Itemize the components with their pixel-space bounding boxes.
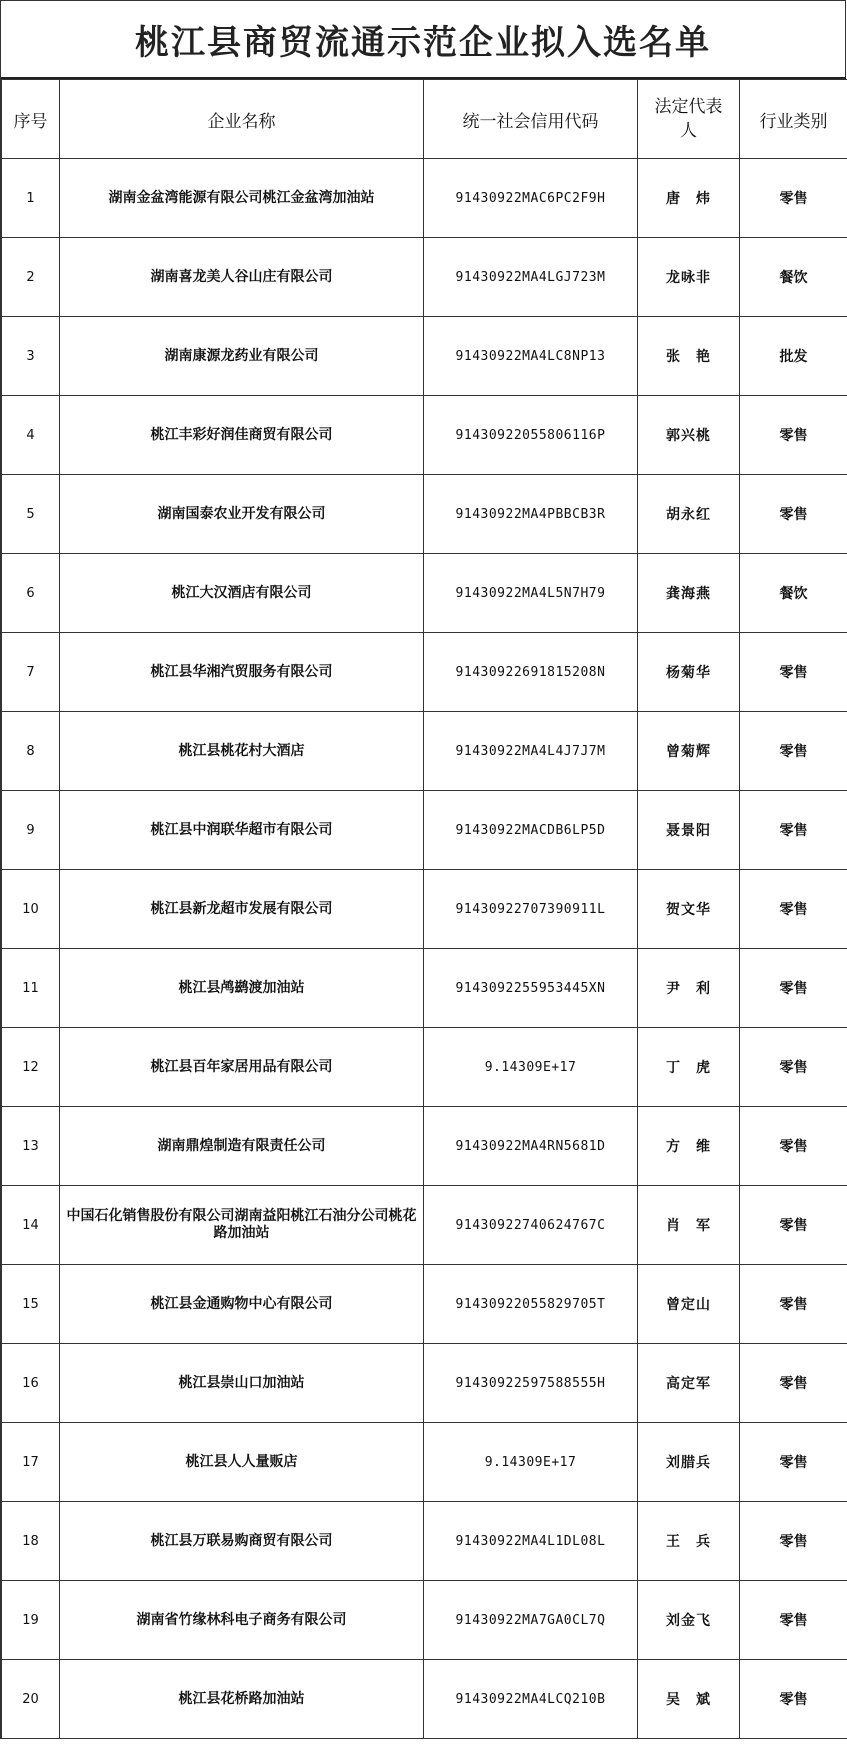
- row-category: 零售: [740, 1107, 847, 1186]
- row-category: 零售: [740, 712, 847, 791]
- row-credit-code: 91430922MA4L4J7J7M: [424, 712, 638, 791]
- row-credit-code: 91430922MA4L1DL08L: [424, 1502, 638, 1581]
- row-index: 9: [2, 791, 60, 870]
- row-index: 8: [2, 712, 60, 791]
- row-category: 零售: [740, 791, 847, 870]
- row-category: 零售: [740, 1660, 847, 1739]
- row-index: 4: [2, 396, 60, 475]
- row-credit-code: 91430922MAC6PC2F9H: [424, 159, 638, 238]
- row-credit-code: 91430922740624767C: [424, 1186, 638, 1265]
- row-index: 15: [2, 1265, 60, 1344]
- table-row: [2, 1660, 847, 1739]
- row-enterprise-name: 桃江县人人量贩店: [60, 1423, 424, 1502]
- row-category: 零售: [740, 633, 847, 712]
- row-enterprise-name: 湖南金盆湾能源有限公司桃江金盆湾加油站: [60, 159, 424, 238]
- table-row: [2, 1423, 847, 1502]
- row-category: 零售: [740, 1265, 847, 1344]
- row-credit-code: 91430922MA4RN5681D: [424, 1107, 638, 1186]
- row-index: 10: [2, 870, 60, 949]
- table-row: [2, 1581, 847, 1660]
- row-category: 零售: [740, 1344, 847, 1423]
- row-category: 零售: [740, 949, 847, 1028]
- header-code: 统一社会信用代码: [424, 80, 638, 159]
- row-credit-code: 9143092255953445XN: [424, 949, 638, 1028]
- row-index: 13: [2, 1107, 60, 1186]
- row-credit-code: 9.14309E+17: [424, 1028, 638, 1107]
- table-row: [2, 1107, 847, 1186]
- row-legal-rep: 吴 斌: [638, 1660, 740, 1739]
- row-legal-rep: 曾菊辉: [638, 712, 740, 791]
- table-body: [2, 159, 847, 1739]
- row-credit-code: 91430922MA4PBBCB3R: [424, 475, 638, 554]
- row-credit-code: 91430922691815208N: [424, 633, 638, 712]
- row-category: 零售: [740, 1186, 847, 1265]
- table-row: [2, 949, 847, 1028]
- table-row: [2, 475, 847, 554]
- row-index: 7: [2, 633, 60, 712]
- table-row: [2, 238, 847, 317]
- row-index: 14: [2, 1186, 60, 1265]
- row-enterprise-name: 桃江县中润联华超市有限公司: [60, 791, 424, 870]
- enterprise-table: [1, 79, 847, 1739]
- row-credit-code: 91430922MA7GA0CL7Q: [424, 1581, 638, 1660]
- row-enterprise-name: 桃江县花桥路加油站: [60, 1660, 424, 1739]
- row-legal-rep: 聂景阳: [638, 791, 740, 870]
- row-enterprise-name: 湖南鼎煌制造有限责任公司: [60, 1107, 424, 1186]
- row-category: 零售: [740, 159, 847, 238]
- table-header-row: [2, 80, 847, 159]
- row-index: 12: [2, 1028, 60, 1107]
- row-legal-rep: 郭兴桃: [638, 396, 740, 475]
- table-row: [2, 712, 847, 791]
- row-enterprise-name: 中国石化销售股份有限公司湖南益阳桃江石油分公司桃花路加油站: [60, 1186, 424, 1265]
- row-index: 11: [2, 949, 60, 1028]
- row-category: 餐饮: [740, 238, 847, 317]
- row-enterprise-name: 桃江县百年家居用品有限公司: [60, 1028, 424, 1107]
- row-category: 零售: [740, 475, 847, 554]
- table-row: [2, 633, 847, 712]
- row-credit-code: 91430922MACDB6LP5D: [424, 791, 638, 870]
- row-category: 餐饮: [740, 554, 847, 633]
- table-row: [2, 554, 847, 633]
- row-credit-code: 91430922MA4LC8NP13: [424, 317, 638, 396]
- table-row: [2, 1344, 847, 1423]
- row-category: 零售: [740, 870, 847, 949]
- row-credit-code: 91430922055806116P: [424, 396, 638, 475]
- row-index: 16: [2, 1344, 60, 1423]
- row-legal-rep: 肖 军: [638, 1186, 740, 1265]
- row-enterprise-name: 桃江县崇山口加油站: [60, 1344, 424, 1423]
- table-row: [2, 1186, 847, 1265]
- row-legal-rep: 龚海燕: [638, 554, 740, 633]
- row-index: 6: [2, 554, 60, 633]
- header-index: 序号: [2, 80, 60, 159]
- table-row: [2, 1028, 847, 1107]
- row-credit-code: 91430922055829705T: [424, 1265, 638, 1344]
- row-legal-rep: 高定军: [638, 1344, 740, 1423]
- row-category: 零售: [740, 1502, 847, 1581]
- header-name: 企业名称: [60, 80, 424, 159]
- row-legal-rep: 杨菊华: [638, 633, 740, 712]
- row-legal-rep: 贺文华: [638, 870, 740, 949]
- row-enterprise-name: 桃江县金通购物中心有限公司: [60, 1265, 424, 1344]
- row-enterprise-name: 桃江县新龙超市发展有限公司: [60, 870, 424, 949]
- row-legal-rep: 方 维: [638, 1107, 740, 1186]
- row-index: 20: [2, 1660, 60, 1739]
- row-legal-rep: 张 艳: [638, 317, 740, 396]
- row-credit-code: 9.14309E+17: [424, 1423, 638, 1502]
- table-row: [2, 1265, 847, 1344]
- row-enterprise-name: 湖南喜龙美人谷山庄有限公司: [60, 238, 424, 317]
- row-legal-rep: 丁 虎: [638, 1028, 740, 1107]
- row-legal-rep: 曾定山: [638, 1265, 740, 1344]
- row-index: 3: [2, 317, 60, 396]
- table-row: [2, 1502, 847, 1581]
- table-row: [2, 870, 847, 949]
- row-legal-rep: 刘腊兵: [638, 1423, 740, 1502]
- row-legal-rep: 龙咏非: [638, 238, 740, 317]
- row-credit-code: 91430922597588555H: [424, 1344, 638, 1423]
- row-credit-code: 91430922MA4LCQ210B: [424, 1660, 638, 1739]
- row-index: 1: [2, 159, 60, 238]
- row-enterprise-name: 湖南康源龙药业有限公司: [60, 317, 424, 396]
- row-enterprise-name: 湖南国泰农业开发有限公司: [60, 475, 424, 554]
- row-enterprise-name: 湖南省竹缘林科电子商务有限公司: [60, 1581, 424, 1660]
- row-legal-rep: 唐 炜: [638, 159, 740, 238]
- row-index: 5: [2, 475, 60, 554]
- row-enterprise-name: 桃江丰彩好润佳商贸有限公司: [60, 396, 424, 475]
- row-index: 18: [2, 1502, 60, 1581]
- row-index: 19: [2, 1581, 60, 1660]
- row-enterprise-name: 桃江县桃花村大酒店: [60, 712, 424, 791]
- row-category: 批发: [740, 317, 847, 396]
- table-row: [2, 396, 847, 475]
- header-category: 行业类别: [740, 80, 847, 159]
- page-title: 桃江县商贸流通示范企业拟入选名单: [1, 0, 846, 79]
- row-credit-code: 91430922MA4L5N7H79: [424, 554, 638, 633]
- row-credit-code: 91430922MA4LGJ723M: [424, 238, 638, 317]
- table-row: [2, 159, 847, 238]
- header-rep: 法定代表人: [638, 80, 740, 159]
- row-category: 零售: [740, 1028, 847, 1107]
- table-row: [2, 791, 847, 870]
- row-enterprise-name: 桃江大汉酒店有限公司: [60, 554, 424, 633]
- row-category: 零售: [740, 1581, 847, 1660]
- table-row: [2, 317, 847, 396]
- row-enterprise-name: 桃江县华湘汽贸服务有限公司: [60, 633, 424, 712]
- row-legal-rep: 刘金飞: [638, 1581, 740, 1660]
- row-category: 零售: [740, 1423, 847, 1502]
- row-legal-rep: 胡永红: [638, 475, 740, 554]
- row-index: 17: [2, 1423, 60, 1502]
- row-index: 2: [2, 238, 60, 317]
- row-credit-code: 91430922707390911L: [424, 870, 638, 949]
- row-legal-rep: 王 兵: [638, 1502, 740, 1581]
- row-enterprise-name: 桃江县鸬鹚渡加油站: [60, 949, 424, 1028]
- row-enterprise-name: 桃江县万联易购商贸有限公司: [60, 1502, 424, 1581]
- row-legal-rep: 尹 利: [638, 949, 740, 1028]
- row-category: 零售: [740, 396, 847, 475]
